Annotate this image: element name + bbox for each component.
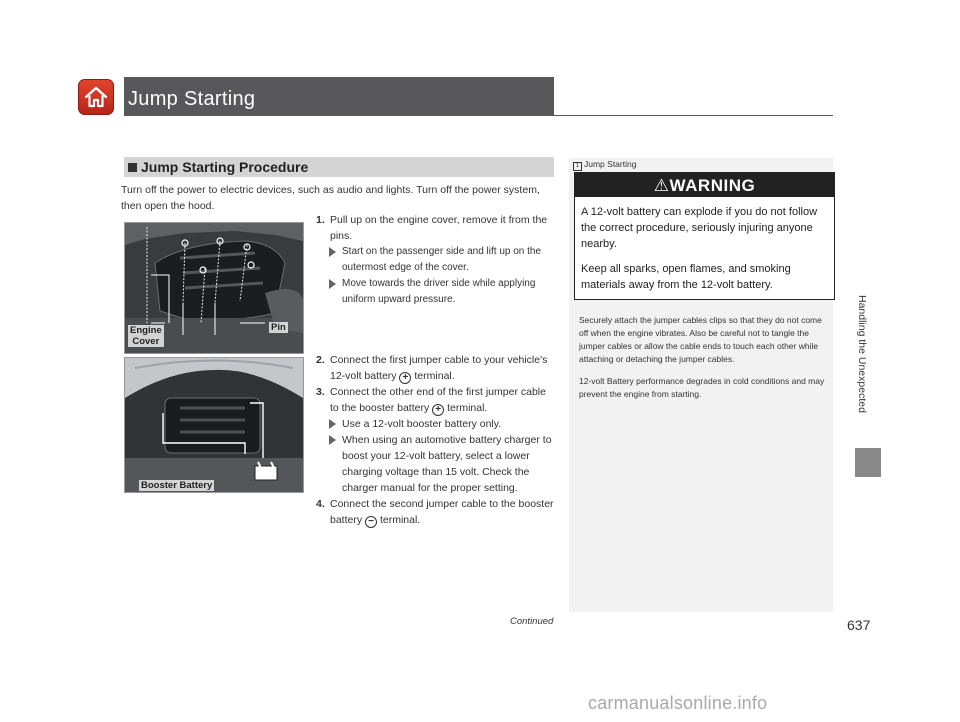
step-1-text: Pull up on the engine cover, remove it from the pins. — [330, 214, 548, 242]
arrow-right-icon — [329, 279, 336, 289]
warning-header — [575, 173, 834, 197]
section-title-text: Jump Starting Procedure — [141, 159, 309, 175]
step-2-number: 2. — [316, 354, 325, 366]
home-icon — [83, 84, 109, 110]
step-2-text: Connect the first jumper cable to your vehicle's 12-volt battery — [330, 354, 548, 382]
step-3-substep-1: Use a 12-volt booster battery only. — [342, 418, 502, 430]
step-3-substep-2: When using an automotive battery charger to boost your 12-volt battery, select a lower charging voltage than 15 volt. Check the charger manual for the proper setting. — [342, 434, 552, 494]
arrow-right-icon — [329, 419, 336, 429]
step-4-number: 4. — [316, 498, 325, 510]
side-note-heading-text: Jump Starting — [584, 159, 637, 169]
engine-cover-label-line1: Engine — [130, 325, 162, 336]
engine-cover-figure — [124, 222, 304, 354]
negative-terminal-icon: − — [365, 516, 377, 528]
page-number: 637 — [847, 617, 871, 633]
warning-title: WARNING — [669, 176, 756, 195]
engine-cover-callout — [128, 325, 164, 347]
home-button[interactable] — [78, 79, 114, 115]
step-4 — [316, 496, 554, 528]
battery-illustration — [125, 358, 303, 492]
chapter-index-tab[interactable] — [855, 448, 881, 477]
step-1-substep-1: Start on the passenger side and lift up on the outermost edge of the cover. — [342, 246, 542, 273]
warning-paragraph-2: Keep all sparks, open flames, and smoking materials away from the 12-volt battery. — [581, 263, 791, 291]
engine-cover-label-line2: Cover — [132, 336, 160, 347]
positive-terminal-icon: + — [432, 404, 444, 416]
arrow-right-icon — [329, 435, 336, 445]
step-3-text: Connect the other end of the first jumper cable to the booster battery — [330, 386, 546, 414]
step-1-number: 1. — [316, 214, 325, 226]
step-2-text-end: terminal. — [414, 370, 455, 382]
side-note-heading — [573, 159, 636, 171]
step-3-text-end: terminal. — [447, 402, 488, 414]
step-1 — [316, 212, 554, 308]
warning-triangle-icon: ⚠ — [653, 176, 670, 195]
watermark: carmanualsonline.info — [588, 693, 768, 713]
square-bullet-icon — [128, 163, 137, 172]
intro-paragraph: Turn off the power to electric devices, such as audio and lights. Turn off the power system, then open the hood. — [121, 184, 540, 212]
positive-terminal-icon: + — [399, 372, 411, 384]
step-4-text: Connect the second jumper cable to the booster battery — [330, 498, 554, 526]
step-2 — [316, 352, 554, 384]
reference-icon: 1 — [573, 162, 582, 171]
continued-label: Continued — [510, 616, 554, 627]
title-rule — [124, 115, 833, 116]
step-3 — [316, 384, 554, 416]
section-title — [128, 159, 308, 175]
step-3-number: 3. — [316, 386, 325, 398]
pin-callout: Pin — [271, 322, 286, 333]
page-title: Jump Starting — [128, 88, 256, 110]
warning-paragraph-1: A 12-volt battery can explode if you do not follow the correct procedure, seriously injuring anyone nearby. — [581, 206, 818, 250]
side-note-paragraph-2: 12-volt Battery performance degrades in cold conditions and may prevent the engine from starting. — [579, 376, 825, 399]
side-note-body — [579, 314, 827, 401]
side-note-paragraph-1: Securely attach the jumper cables clips so that they do not come off when the engine vibrates. Also be careful not to tangle the jumper cables or allow the cable ends to touch each other while attaching or detaching the jumper cables. — [579, 315, 822, 364]
arrow-right-icon — [329, 247, 336, 257]
booster-battery-figure — [124, 357, 304, 493]
warning-box — [574, 172, 835, 300]
booster-battery-callout: Booster Battery — [141, 480, 213, 491]
step-4-text-end: terminal. — [379, 514, 421, 526]
steps-2-to-4 — [316, 352, 554, 528]
step-1-substep-2: Move towards the driver side while applying uniform upward pressure. — [342, 278, 536, 305]
chapter-side-label: Handling the Unexpected — [856, 295, 868, 413]
